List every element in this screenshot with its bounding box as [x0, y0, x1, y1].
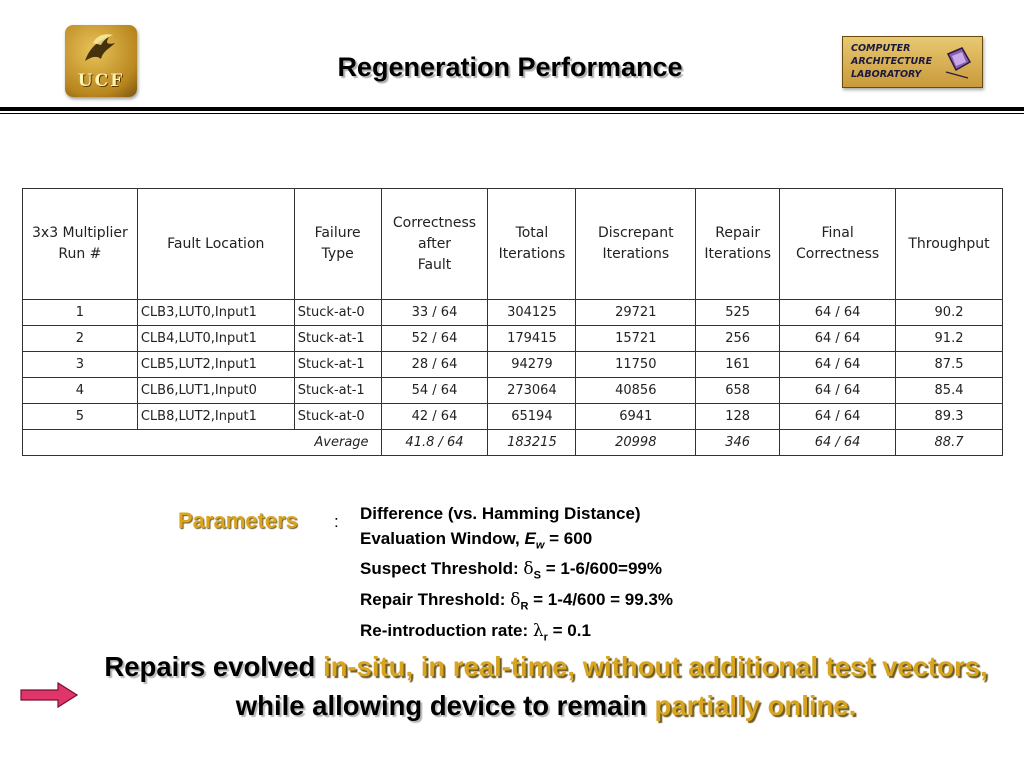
cell-run: 5	[23, 404, 138, 430]
cell-discrepant-iterations: 11750	[576, 352, 696, 378]
cell-total-iterations: 304125	[488, 300, 576, 326]
parameters-label: Parameters	[178, 508, 298, 533]
cell-repair-iterations: 658	[696, 378, 780, 404]
avg-repair-iterations: 346	[696, 430, 780, 456]
cell-final-correctness: 64 / 64	[780, 378, 896, 404]
cell-run: 4	[23, 378, 138, 404]
cell-throughput: 91.2	[896, 326, 1003, 352]
statement-highlight: in-situ, in real-time, without additional test vectors,	[322, 651, 988, 682]
computer-architecture-lab-logo	[842, 36, 983, 88]
cell-correctness-after-fault: 33 / 64	[381, 300, 488, 326]
avg-total-iterations: 183215	[488, 430, 576, 456]
header-discrepant-iterations: Discrepant Iterations	[576, 189, 696, 300]
avg-discrepant-iterations: 20998	[576, 430, 696, 456]
performance-table	[22, 188, 1003, 456]
param-value: = 1-6/600=99%	[541, 559, 662, 579]
cell-fault-location: CLB8,LUT2,Input1	[137, 404, 294, 430]
cell-throughput: 87.5	[896, 352, 1003, 378]
param-subscript: R	[520, 600, 529, 613]
table-row	[23, 378, 1003, 404]
cell-repair-iterations: 128	[696, 404, 780, 430]
cell-throughput: 90.2	[896, 300, 1003, 326]
header-failure-type: Failure Type	[294, 189, 381, 300]
cell-correctness-after-fault: 28 / 64	[381, 352, 488, 378]
header-throughput: Throughput	[896, 189, 1003, 300]
chip-icon	[942, 44, 974, 80]
table-row	[23, 300, 1003, 326]
param-value: = 600	[544, 528, 593, 548]
conclusion-statement	[84, 647, 1008, 725]
page-title: Regeneration Performance	[337, 52, 683, 82]
cell-run: 2	[23, 326, 138, 352]
param-subscript: S	[533, 569, 542, 582]
param-label: Suspect Threshold:	[360, 559, 524, 579]
cell-fault-location: CLB3,LUT0,Input1	[137, 300, 294, 326]
lab-logo-text	[851, 42, 932, 81]
table-row	[23, 352, 1003, 378]
arrow-right-icon	[20, 681, 78, 709]
statement-part: Repairs evolved	[104, 651, 323, 682]
cell-fault-location: CLB5,LUT2,Input1	[137, 352, 294, 378]
cell-discrepant-iterations: 29721	[576, 300, 696, 326]
cell-repair-iterations: 161	[696, 352, 780, 378]
param-difference: Difference (vs. Hamming Distance)	[360, 504, 641, 523]
cell-repair-iterations: 256	[696, 326, 780, 352]
parameters-list	[360, 502, 673, 650]
cell-failure-type: Stuck-at-1	[294, 352, 381, 378]
ucf-logo-text: UCF	[77, 71, 125, 91]
param-label: Repair Threshold:	[360, 590, 511, 610]
param-label: Evaluation Window,	[360, 528, 525, 548]
lab-logo-line: LABORATORY	[851, 69, 922, 80]
cell-failure-type: Stuck-at-0	[294, 404, 381, 430]
header-divider-thick	[0, 107, 1024, 111]
avg-final-correctness: 64 / 64	[780, 430, 896, 456]
param-value: = 0.1	[547, 621, 591, 641]
cell-correctness-after-fault: 54 / 64	[381, 378, 488, 404]
cell-final-correctness: 64 / 64	[780, 352, 896, 378]
header-repair-iterations: Repair Iterations	[696, 189, 780, 300]
cell-total-iterations: 65194	[488, 404, 576, 430]
statement-part: while allowing device to remain	[235, 690, 655, 721]
cell-fault-location: CLB6,LUT1,Input0	[137, 378, 294, 404]
lab-logo-line: COMPUTER	[851, 43, 911, 54]
param-subscript: r	[543, 631, 548, 644]
param-symbol: E	[524, 528, 536, 548]
avg-throughput: 88.7	[896, 430, 1003, 456]
param-symbol: λ	[532, 621, 544, 642]
header-correctness-after-fault: Correctness after Fault	[381, 189, 488, 300]
param-subscript: w	[535, 538, 545, 551]
cell-throughput: 89.3	[896, 404, 1003, 430]
ucf-logo	[65, 25, 137, 97]
header-run: 3x3 Multiplier Run #	[23, 189, 138, 300]
cell-total-iterations: 179415	[488, 326, 576, 352]
cell-final-correctness: 64 / 64	[780, 300, 896, 326]
cell-failure-type: Stuck-at-0	[294, 300, 381, 326]
cell-correctness-after-fault: 42 / 64	[381, 404, 488, 430]
cell-fault-location: CLB4,LUT0,Input1	[137, 326, 294, 352]
average-label: Average	[137, 430, 381, 456]
cell-discrepant-iterations: 40856	[576, 378, 696, 404]
statement-highlight: partially online.	[654, 690, 857, 721]
average-row	[23, 430, 1003, 456]
cell-total-iterations: 273064	[488, 378, 576, 404]
table-row	[23, 326, 1003, 352]
cell-final-correctness: 64 / 64	[780, 404, 896, 430]
param-repair-threshold	[360, 588, 673, 619]
average-blank-cell	[23, 430, 138, 456]
cell-run: 3	[23, 352, 138, 378]
cell-throughput: 85.4	[896, 378, 1003, 404]
param-evaluation-window	[360, 527, 673, 558]
param-symbol: δ	[510, 590, 521, 611]
parameters-colon: :	[334, 512, 339, 531]
param-suspect-threshold	[360, 557, 673, 588]
param-value: = 1-4/600 = 99.3%	[528, 590, 673, 610]
param-reintroduction-rate	[360, 619, 673, 650]
cell-final-correctness: 64 / 64	[780, 326, 896, 352]
avg-correctness-after-fault: 41.8 / 64	[381, 430, 488, 456]
table-header-row	[23, 189, 1003, 300]
lab-logo-line: ARCHITECTURE	[851, 56, 933, 67]
table-row	[23, 404, 1003, 430]
cell-repair-iterations: 525	[696, 300, 780, 326]
cell-correctness-after-fault: 52 / 64	[381, 326, 488, 352]
header-total-iterations: Total Iterations	[488, 189, 576, 300]
cell-discrepant-iterations: 6941	[576, 404, 696, 430]
cell-run: 1	[23, 300, 138, 326]
header-final-correctness: Final Correctness	[780, 189, 896, 300]
header-divider-thin	[0, 113, 1024, 114]
cell-failure-type: Stuck-at-1	[294, 378, 381, 404]
param-symbol: δ	[523, 559, 534, 580]
cell-total-iterations: 94279	[488, 352, 576, 378]
cell-discrepant-iterations: 15721	[576, 326, 696, 352]
param-label: Re-introduction rate:	[360, 621, 533, 641]
header-fault-location: Fault Location	[137, 189, 294, 300]
pegasus-icon	[79, 31, 123, 67]
cell-failure-type: Stuck-at-1	[294, 326, 381, 352]
